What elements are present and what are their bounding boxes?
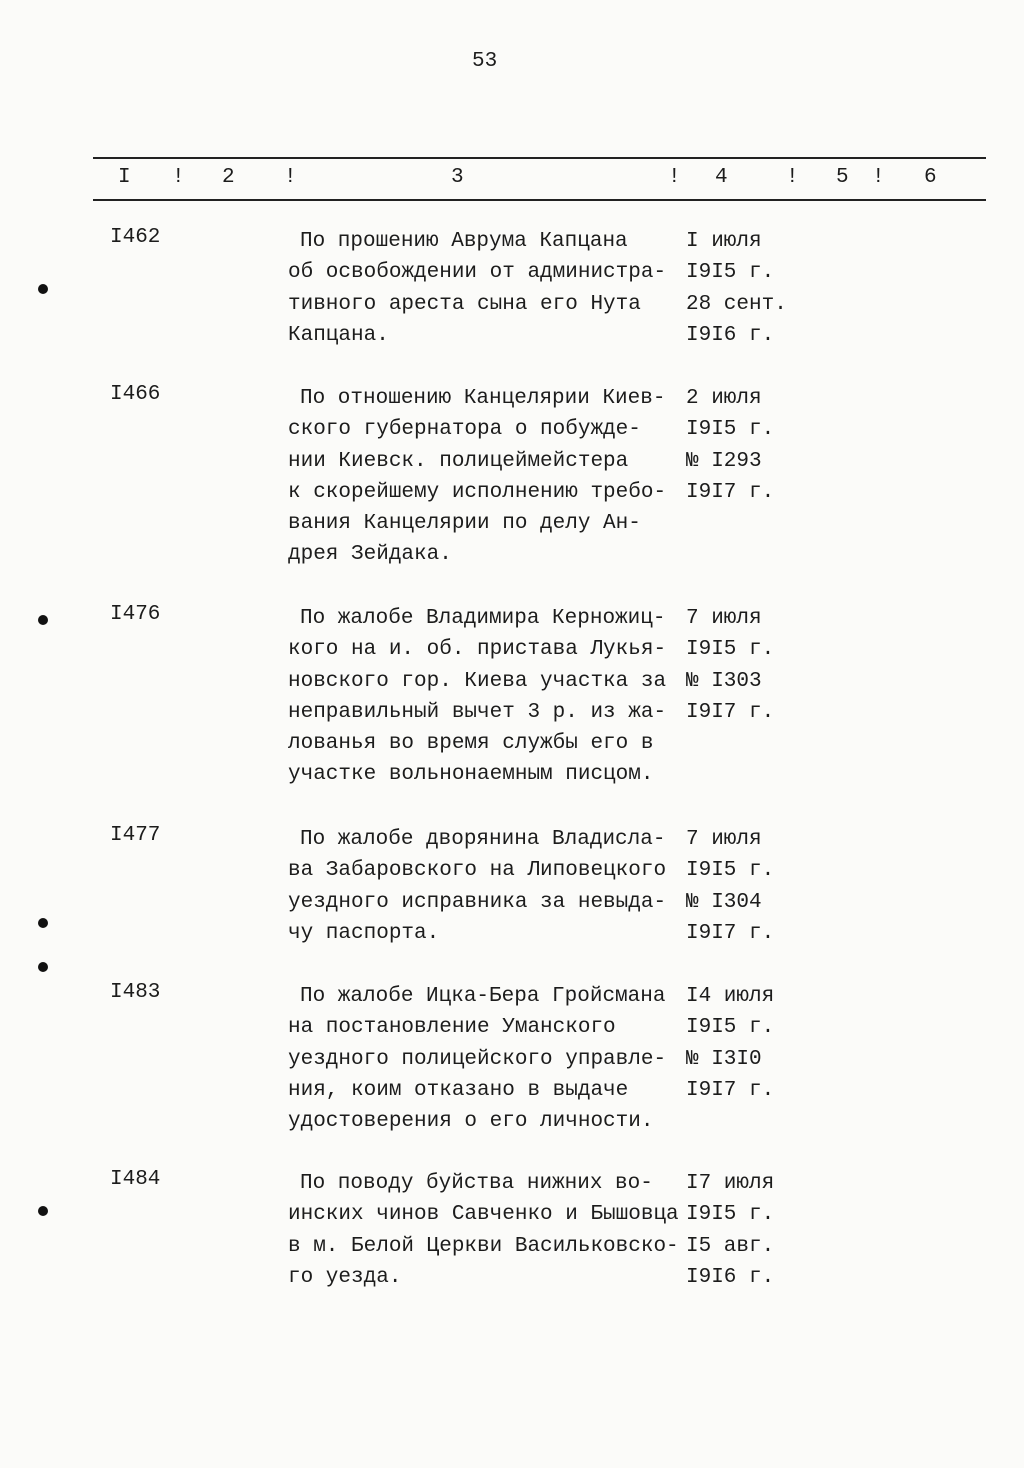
entry-description [288, 1168, 688, 1293]
entry-description [288, 226, 688, 351]
date-line: № I304 [686, 890, 762, 914]
description-line: Капцана. [288, 323, 389, 347]
date-line: I4 июля [686, 985, 775, 1008]
description-line: в м. Белой Церкви Васильковско- [288, 1234, 679, 1258]
binding-hole-mark [38, 1206, 48, 1216]
binding-hole-mark [38, 962, 48, 972]
entry-dates [686, 226, 796, 351]
column-header-4: 4 [715, 166, 728, 189]
entry-description [288, 824, 688, 949]
date-line: I9I5 г. [686, 261, 775, 285]
column-header-2: 2 [222, 166, 235, 189]
entry-number: I462 [110, 226, 161, 249]
date-line: I9I5 г. [686, 1016, 775, 1040]
binding-hole-mark [38, 918, 48, 928]
description-line: участке вольнонаемным писцом. [288, 763, 654, 787]
description-line: уездного полицейского управле- [288, 1047, 667, 1071]
date-line: 7 июля [686, 828, 762, 851]
date-line: I9I6 г. [686, 323, 775, 347]
description-line: По жалобе Ицка-Бера Гройсмана [300, 985, 666, 1008]
description-line: ского губернатора о побужде- [288, 418, 641, 442]
entry-description [288, 603, 688, 791]
column-separator: ! [284, 166, 297, 189]
column-header-5: 5 [836, 166, 849, 189]
header-bottom-rule [93, 199, 986, 201]
description-line: дрея Зейдака. [288, 543, 452, 567]
date-line: № I3I0 [686, 1047, 762, 1071]
description-line: новского гор. Киева участка за [288, 669, 667, 693]
column-header-6: 6 [924, 166, 937, 189]
description-line: лованья во время службы его в [288, 732, 654, 756]
description-line: По жалобе Владимира Керножиц- [300, 607, 666, 630]
entry-dates [686, 981, 796, 1106]
description-line: уездного исправника за невыда- [288, 890, 667, 914]
date-line: I5 авг. [686, 1234, 775, 1258]
entry-number: I483 [110, 981, 161, 1004]
description-line: удостоверения о его личности. [288, 1110, 654, 1134]
date-line: I9I7 г. [686, 921, 775, 945]
description-line: По жалобе дворянина Владисла- [300, 828, 666, 851]
date-line: I9I7 г. [686, 480, 775, 504]
date-line: I9I5 г. [686, 638, 775, 662]
entry-dates [686, 603, 796, 728]
entry-dates [686, 383, 796, 508]
description-line: к скорейшему исполнению требо- [288, 480, 667, 504]
date-line: I9I7 г. [686, 700, 775, 724]
column-header-1: I [118, 166, 131, 189]
description-line: По прошению Аврума Капцана [300, 230, 628, 253]
column-separator: ! [872, 166, 885, 189]
description-line: об освобождении от администра- [288, 261, 667, 285]
date-line: № I303 [686, 669, 762, 693]
description-line: тивного ареста сына его Нута [288, 292, 641, 316]
description-line: неправильный вычет 3 р. из жа- [288, 700, 667, 724]
date-line: № I293 [686, 449, 762, 473]
date-line: 2 июля [686, 387, 762, 410]
binding-hole-mark [38, 284, 48, 294]
description-line: По отношению Канцелярии Киев- [300, 387, 666, 410]
date-line: 28 сент. [686, 292, 787, 316]
entry-number: I476 [110, 603, 161, 626]
entry-number: I477 [110, 824, 161, 847]
description-line: нии Киевск. полицеймейстера [288, 449, 629, 473]
entry-description [288, 981, 688, 1137]
binding-hole-mark [38, 615, 48, 625]
entry-number: I466 [110, 383, 161, 406]
entry-number: I484 [110, 1168, 161, 1191]
description-line: ния, коим отказано в выдаче [288, 1078, 629, 1102]
date-line: I9I5 г. [686, 418, 775, 442]
page-number: 53 [472, 50, 498, 73]
header-top-rule [93, 157, 986, 159]
date-line: I9I5 г. [686, 859, 775, 883]
entry-dates [686, 824, 796, 949]
date-line: I июля [686, 230, 762, 253]
description-line: По поводу буйства нижних во- [300, 1172, 653, 1195]
date-line: I9I6 г. [686, 1265, 775, 1289]
column-separator: ! [668, 166, 681, 189]
description-line: чу паспорта. [288, 921, 440, 945]
description-line: го уезда. [288, 1265, 402, 1289]
entry-description [288, 383, 688, 571]
date-line: I9I7 г. [686, 1078, 775, 1102]
entry-dates [686, 1168, 796, 1293]
date-line: I9I5 г. [686, 1203, 775, 1227]
column-separator: ! [172, 166, 185, 189]
column-separator: ! [786, 166, 799, 189]
description-line: ва Забаровского на Липовецкого [288, 859, 667, 883]
date-line: 7 июля [686, 607, 762, 630]
date-line: I7 июля [686, 1172, 775, 1195]
column-header-3: 3 [451, 166, 464, 189]
description-line: на постановление Уманского [288, 1016, 616, 1040]
description-line: инских чинов Савченко и Бышовца [288, 1203, 679, 1227]
description-line: вания Канцелярии по делу Ан- [288, 512, 641, 536]
description-line: кого на и. об. пристава Лукья- [288, 638, 667, 662]
